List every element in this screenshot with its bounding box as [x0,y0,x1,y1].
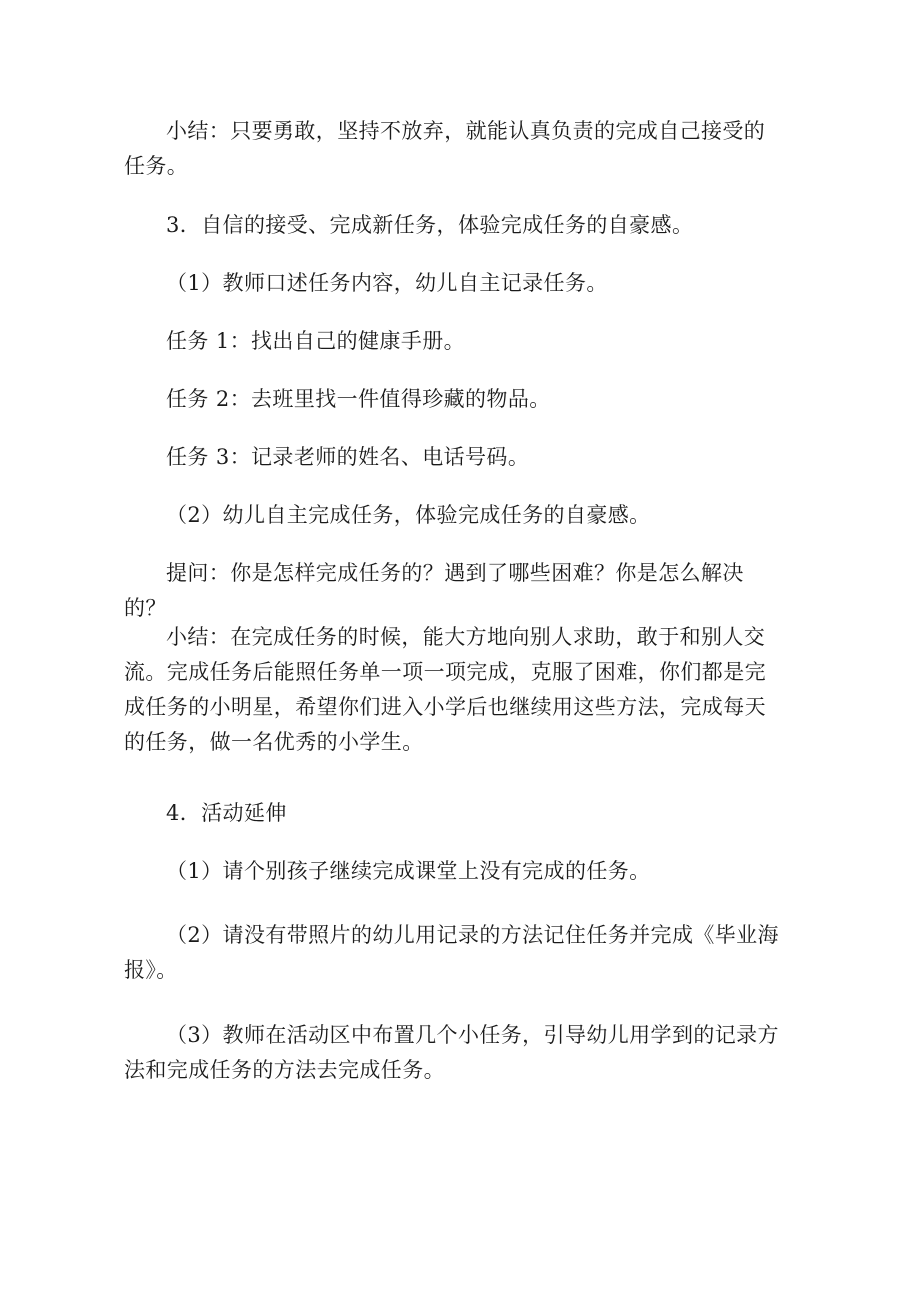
extension-item-2: （2）请没有带照片的幼儿用记录的方法记住任务并完成《毕业海报》。 [124,923,779,982]
question-paragraph: 提问：你是怎样完成任务的？遇到了哪些困难？你是怎么解决的？ [124,561,744,620]
extension-item-3: （3）教师在活动区中布置几个小任务，引导幼儿用学到的记录方法和完成任务的方法去完成任务。 [124,1023,779,1082]
task-3-item: 任务 3：记录老师的姓名、电话号码。 [166,445,530,469]
extension-item-1: （1）请个别孩子继续完成课堂上没有完成的任务。 [166,859,651,883]
section-3-heading: 3．自信的接受、完成新任务，体验完成任务的自豪感。 [166,213,694,237]
summary-paragraph-1: 小结：只要勇敢，坚持不放弃，就能认真负责的完成自己接受的任务。 [124,119,766,178]
task-2-item: 任务 2：去班里找一件值得珍藏的物品。 [166,387,551,411]
step-2-paragraph: （2）幼儿自主完成任务，体验完成任务的自豪感。 [166,503,651,527]
summary-paragraph-2: 小结：在完成任务的时候，能大方地向别人求助，敢于和别人交流。完成任务后能照任务单一项一项完成，克服了困难，你们都是完成任务的小明星，希望你们进入小学后也继续用这些方法，完成每天的任务，做一名优秀的小学生。 [124,625,766,754]
section-4-heading: 4．活动延伸 [166,801,287,825]
step-1-paragraph: （1）教师口述任务内容，幼儿自主记录任务。 [166,271,608,295]
task-1-item: 任务 1：找出自己的健康手册。 [166,329,466,353]
